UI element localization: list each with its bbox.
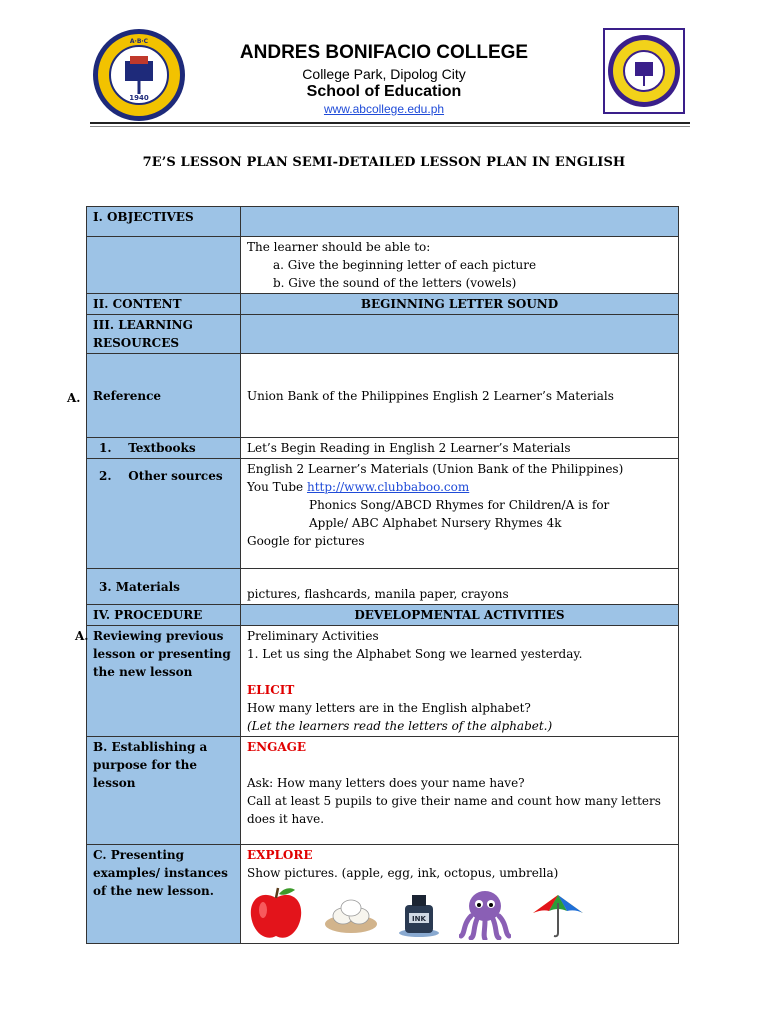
objectives-blank-cell (87, 237, 241, 294)
objectives-intro: The learner should be able to: (247, 240, 431, 254)
header-divider (90, 122, 690, 124)
textbooks-value: Let’s Begin Reading in English 2 Learner’s Materials (241, 438, 679, 459)
procedure-a-marker: A. (75, 629, 89, 643)
svg-text:1940: 1940 (129, 94, 149, 102)
lesson-plan-title: 7E’S LESSON PLAN SEMI-DETAILED LESSON PLAN IN ENGLISH (142, 155, 626, 170)
octopus-icon (459, 888, 511, 940)
other-source-line: Google for pictures (247, 534, 365, 548)
content-value: BEGINNING LETTER SOUND (241, 294, 679, 315)
objectives-label: I. OBJECTIVES (87, 207, 241, 237)
engage-line: Call at least 5 pupils to give their name and count how many letters does it have. (247, 794, 661, 826)
other-source-line: Apple/ ABC Alphabet Nursery Rhymes 4k (309, 516, 562, 530)
letterhead (0, 0, 768, 140)
example-pictures (247, 882, 672, 942)
procedure-c-label: C. Presenting examples/ instances of the new lesson. (87, 845, 241, 944)
table-row (87, 315, 679, 354)
elicit-question: How many letters are in the English alphabet? (247, 701, 531, 715)
procedure-b-label: B. Establishing a purpose for the lesson (87, 737, 241, 845)
table-row (87, 605, 679, 626)
procedure-b-body (241, 737, 679, 845)
umbrella-icon (529, 889, 587, 939)
svg-text:INK: INK (412, 915, 426, 923)
ink-bottle-icon (397, 891, 441, 937)
clubbaboo-link[interactable]: http://www.clubbaboo.com (306, 480, 470, 494)
reference-label-cell (67, 354, 241, 438)
resources-header-cell (241, 315, 679, 354)
table-row (87, 569, 679, 605)
table-row (87, 626, 679, 737)
objectives-body (241, 237, 679, 294)
procedure-a-line: 1. Let us sing the Alphabet Song we learned yesterday. (247, 647, 583, 661)
college-address: College Park, Dipolog City (302, 66, 466, 82)
college-seal-logo (92, 28, 186, 122)
eggs-icon (323, 894, 379, 934)
engage-heading: ENGAGE (247, 740, 307, 754)
objectives-header-cell (241, 207, 679, 237)
youtube-prefix: You Tube (247, 480, 307, 494)
explore-line: Show pictures. (apple, egg, ink, octopus, umbrella) (247, 866, 559, 880)
content-label: II. CONTENT (87, 294, 241, 315)
procedure-a-line: Preliminary Activities (247, 629, 379, 643)
resources-label: III. LEARNING RESOURCES (87, 315, 241, 354)
table-row (87, 459, 679, 569)
table-row (87, 237, 679, 294)
table-row (87, 294, 679, 315)
svg-text:A·B·C: A·B·C (129, 38, 149, 45)
materials-label: 3. Materials (87, 569, 241, 605)
school-name: School of Education (306, 83, 462, 100)
header-divider-thin (90, 126, 690, 127)
table-row (87, 438, 679, 459)
table-row (87, 845, 679, 944)
lesson-plan-table (67, 206, 679, 944)
elicit-heading: ELICIT (247, 683, 295, 697)
procedure-label: IV. PROCEDURE (87, 605, 241, 626)
explore-heading: EXPLORE (247, 848, 313, 862)
other-sources-label: 2. Other sources (87, 459, 241, 569)
table-row (87, 354, 679, 438)
procedure-c-body (241, 845, 679, 944)
other-source-line: Phonics Song/ABCD Rhymes for Children/A is for (309, 498, 610, 512)
table-row (87, 207, 679, 237)
college-website-link[interactable]: www.abcollege.edu.ph (323, 102, 445, 116)
engage-line: Ask: How many letters does your name have? (247, 776, 525, 790)
elicit-note: (Let the learners read the letters of the alphabet.) (247, 719, 553, 733)
youtube-line (247, 478, 672, 496)
objective-item: b. Give the sound of the letters (vowels) (273, 276, 517, 290)
materials-value: pictures, flashcards, manila paper, crayons (241, 569, 679, 605)
procedure-a-body (241, 626, 679, 737)
procedure-a-label: Reviewing previous lesson or presenting the new lesson (93, 629, 231, 679)
objective-item: a. Give the beginning letter of each picture (273, 258, 537, 272)
other-sources-body (241, 459, 679, 569)
reference-value: Union Bank of the Philippines English 2 Learner’s Materials (241, 354, 679, 438)
textbooks-label: 1. Textbooks (87, 438, 241, 459)
school-of-education-logo (603, 28, 685, 114)
procedure-a-label-cell (75, 626, 241, 737)
college-name: ANDRES BONIFACIO COLLEGE (239, 42, 529, 63)
reference-marker: A. (67, 390, 81, 405)
apple-icon (247, 886, 305, 942)
reference-label: Reference (93, 388, 162, 403)
table-row (87, 737, 679, 845)
other-source-line: English 2 Learner’s Materials (Union Bank of the Philippines) (247, 462, 624, 476)
procedure-value: DEVELOPMENTAL ACTIVITIES (241, 605, 679, 626)
